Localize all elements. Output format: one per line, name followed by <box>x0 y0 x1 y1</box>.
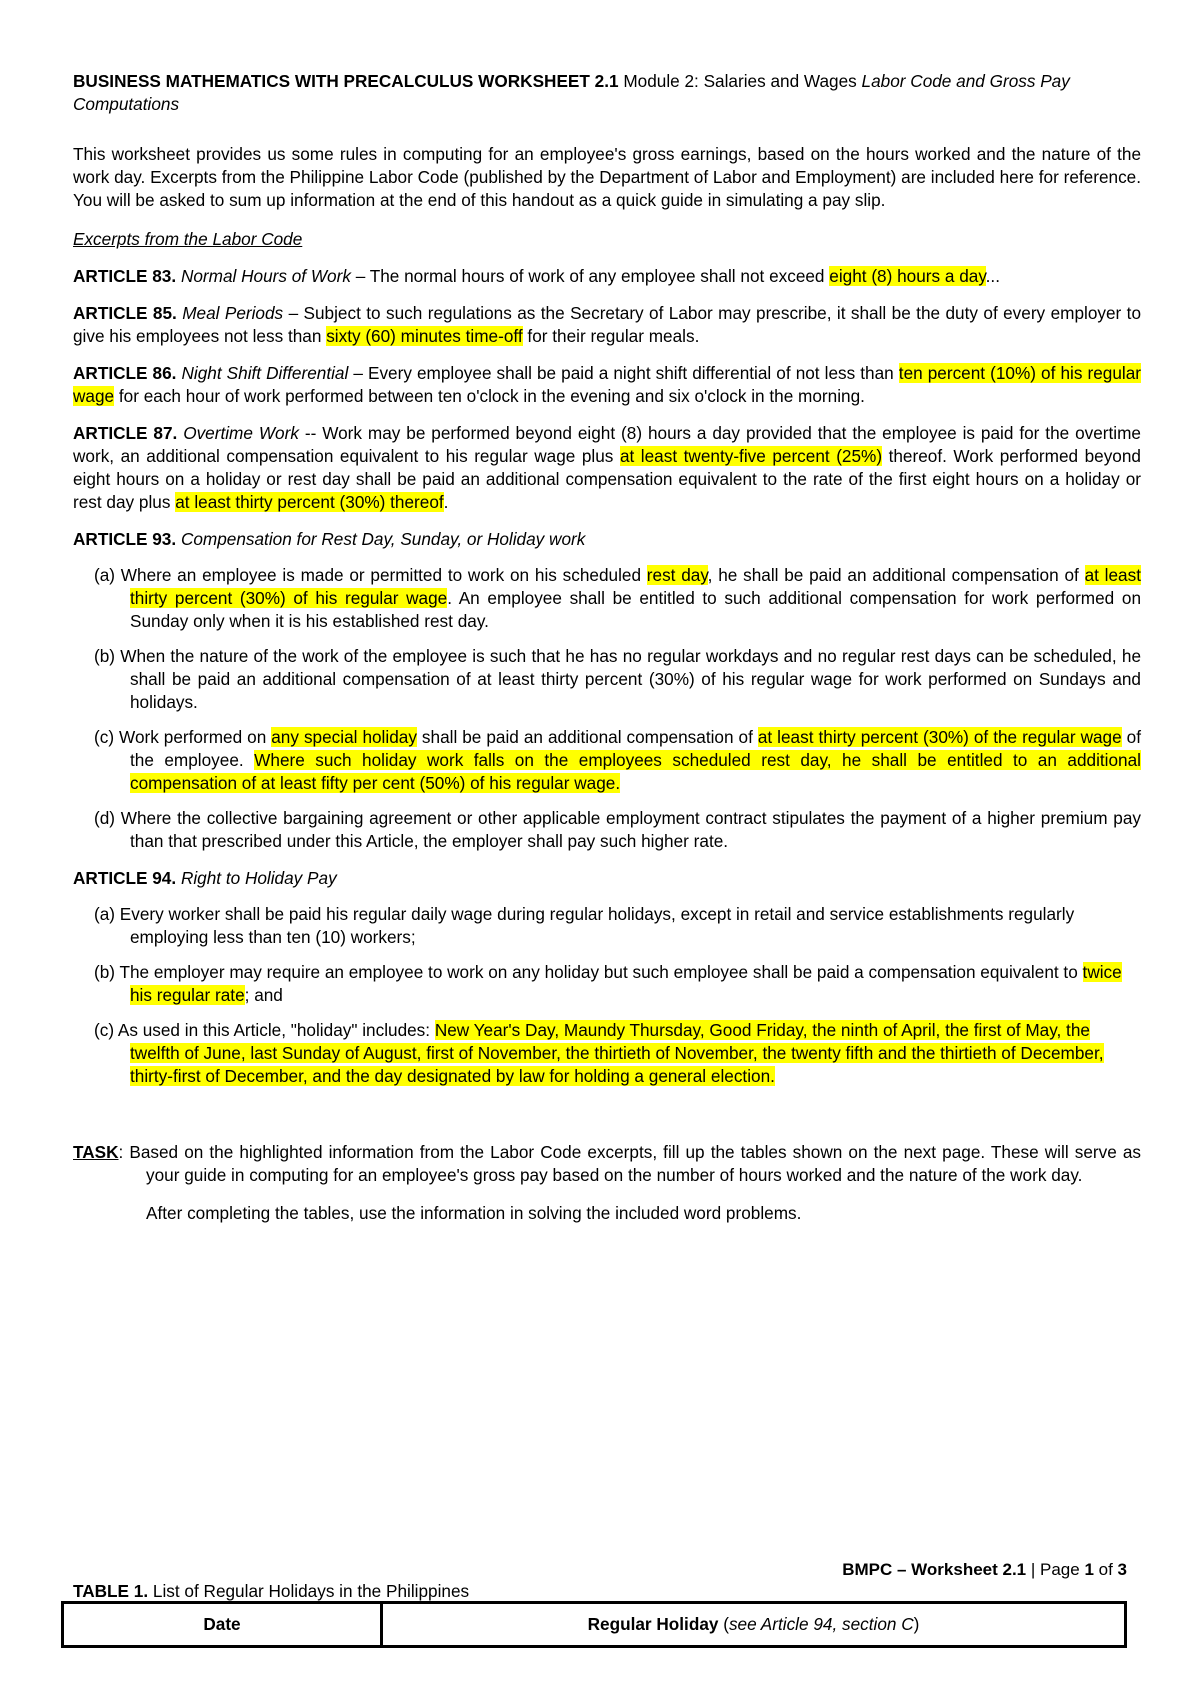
article-86-title: Night Shift Differential <box>181 363 349 383</box>
table-header-paren-close: ) <box>913 1614 920 1634</box>
article-93-item-d: (d) Where the collective bargaining agreement or other applicable employment contract stipulates the payment of a higher premium pay than that prescribed under this Article, the employer shall pay such higher rate. <box>94 808 1141 851</box>
footer-page-prefix: | Page <box>1026 1560 1085 1579</box>
article-86-text: – Every employee shall be paid a night shift differential of not less than <box>348 363 899 383</box>
article-83-text-end: ... <box>985 266 1000 286</box>
footer-of: of <box>1093 1560 1118 1579</box>
table-header-paren-open: ( <box>718 1614 729 1634</box>
article-94-item-b <box>73 961 1141 1007</box>
article-93-a-text: (a) Where an employee is made or permitted to work on his scheduled <box>94 565 647 585</box>
intro-paragraph: This worksheet provides us some rules in computing for an employee's gross earnings, based on the hours worked and the nature of the work day. Excerpts from the Philippine Labor Code (published by the Department of Labor and Employment) are included here for reference. You will be asked to sum up information at the end of this handout as a quick guide in simulating a pay slip. <box>73 144 1141 210</box>
article-93-c-highlight-1: any special holiday <box>271 727 417 747</box>
excerpts-heading: Excerpts from the Labor Code <box>73 229 303 249</box>
article-93-a-text-end: . An employee shall be entitled to such additional compensation for work performed on Sunday only when it is his established rest day. <box>130 588 1142 631</box>
article-87-text-end: . <box>443 492 449 512</box>
article-93-item-c <box>73 726 1141 795</box>
footer-worksheet: BMPC – Worksheet 2.1 <box>842 1560 1027 1579</box>
footer-page-number: 1 <box>1084 1560 1094 1579</box>
article-85-label: ARTICLE 85. <box>73 303 177 323</box>
article-87-highlight-1: at least twenty-five percent (25%) <box>619 446 883 466</box>
article-83-label: ARTICLE 83. <box>73 266 177 286</box>
article-87-text: -- Work may be performed beyond eight (8) hours a day provided that the employee is paid for the overtime work, an additional compensation equivalent to his regular wage plus <box>73 423 1141 466</box>
title-topic: Labor Code and Gross Pay Computations <box>73 71 1070 114</box>
task-paragraph <box>73 1141 1141 1187</box>
article-85-highlight: sixty (60) minutes time-off <box>326 326 523 346</box>
article-86-label: ARTICLE 86. <box>73 363 177 383</box>
article-85-title: Meal Periods <box>182 303 284 323</box>
article-93-title: Compensation for Rest Day, Sunday, or Holiday work <box>180 529 586 549</box>
footer-page-total: 3 <box>1117 1560 1127 1579</box>
article-94-heading <box>73 867 1141 890</box>
table-1-caption <box>73 1580 469 1603</box>
article-93-heading <box>73 528 1141 551</box>
article-83 <box>73 265 1141 288</box>
article-94-b-text: (b) The employer may require an employee to work on any holiday but such employee shall be paid a compensation equivalent to <box>94 962 1083 982</box>
article-94-item-a: (a) Every worker shall be paid his regular daily wage during regular holidays, except in retail and service establishments regularly employing less than ten (10) workers; <box>94 904 1075 947</box>
article-93-a-text-mid: , he shall be paid an additional compensation of <box>707 565 1085 585</box>
article-93-item-b: (b) When the nature of the work of the employee is such that he has no regular workdays and no regular rest days can be scheduled, he shall be paid an additional compensation of at least thirty percent (30%) of his regular wage for work performed on Sundays and holidays. <box>94 646 1141 712</box>
task-after-text: After completing the tables, use the information in solving the included word problems. <box>146 1203 802 1223</box>
table-header-row <box>63 1603 1126 1647</box>
table-1-caption-text: List of Regular Holidays in the Philippines <box>148 1581 470 1601</box>
article-86-text-end: for each hour of work performed between ten o'clock in the evening and six o'clock in the morning. <box>114 386 865 406</box>
regular-holidays-table <box>61 1601 1127 1648</box>
title-module: Module 2: Salaries and Wages <box>618 71 862 91</box>
article-87-highlight-2: at least thirty percent (30%) thereof <box>175 492 444 512</box>
article-94-b-highlight: twice his regular rate <box>130 962 1122 1005</box>
article-94-item-c <box>73 1019 1141 1088</box>
article-93-c-text: (c) Work performed on <box>94 727 272 747</box>
article-87-title: Overtime Work <box>183 423 299 443</box>
article-85-text-end: for their regular meals. <box>522 326 700 346</box>
worksheet-page <box>73 70 1142 1634</box>
article-93-label: ARTICLE 93. <box>73 529 177 549</box>
article-93-item-a <box>73 564 1141 633</box>
article-87 <box>73 422 1141 514</box>
worksheet-title <box>73 70 1141 116</box>
table-header-holiday-label: Regular Holiday <box>587 1614 719 1634</box>
article-94-b-text-end: ; and <box>244 985 283 1005</box>
article-83-text: – The normal hours of work of any employee shall not exceed <box>350 266 830 286</box>
article-93-c-highlight-2: at least thirty percent (30%) of the regular wage <box>757 727 1122 747</box>
table-header-date: Date <box>63 1603 382 1647</box>
task-text: : Based on the highlighted information from the Labor Code excerpts, fill up the tables shown on the next page. These will serve as your guide in computing for an employee's gross pay based on the number of hours worked and the nature of the work day. <box>118 1142 1141 1185</box>
article-87-text-mid: thereof. Work performed beyond eight hours on a holiday or rest day shall be paid an additional compensation equivalent to the rate of the first eight hours on a holiday or rest day plus <box>73 446 1141 512</box>
task-label: TASK <box>73 1142 119 1162</box>
table-1-caption-label: TABLE 1. <box>73 1581 149 1601</box>
article-93-a-highlight-2: at least thirty percent (30%) of his regular wage <box>130 565 1141 608</box>
article-94-c-text: (c) As used in this Article, "holiday" includes: <box>94 1020 435 1040</box>
article-94-c-highlight: New Year's Day, Maundy Thursday, Good Friday, the ninth of April, the first of May, the twelfth of June, last Sunday of August, first of November, the thirtieth of November, the twenty fifth and the thirtieth of December, thirty-first of December, and the day designated by law for holding a general election. <box>130 1020 1104 1086</box>
article-86-highlight: ten percent (10%) of his regular wage <box>73 363 1141 406</box>
article-85 <box>73 302 1141 348</box>
table-header-holiday <box>382 1603 1126 1647</box>
article-83-highlight: eight (8) hours a day <box>829 266 986 286</box>
article-94-label: ARTICLE 94. <box>73 868 177 888</box>
article-87-label: ARTICLE 87. <box>73 423 178 443</box>
title-bold: BUSINESS MATHEMATICS WITH PRECALCULUS WORKSHEET 2.1 <box>73 71 619 91</box>
table-header-holiday-ref: see Article 94, section C <box>728 1614 914 1634</box>
page-footer <box>842 1558 1127 1581</box>
article-85-text: – Subject to such regulations as the Secretary of Labor may prescribe, it shall be the duty of every employer to give his employees not less than <box>73 303 1141 346</box>
article-93-c-text-mid: shall be paid an additional compensation of <box>416 727 758 747</box>
article-83-title: Normal Hours of Work <box>180 266 351 286</box>
article-86 <box>73 362 1141 408</box>
article-93-c-highlight-3: Where such holiday work falls on the employees scheduled rest day, he shall be entitled to an additional compensation of at least fifty per cent (50%) of his regular wage. <box>130 750 1141 793</box>
article-93-a-highlight-1: rest day <box>646 565 708 585</box>
article-93-c-text-mid2: of the employee. <box>130 727 1141 770</box>
article-94-title: Right to Holiday Pay <box>180 868 337 888</box>
